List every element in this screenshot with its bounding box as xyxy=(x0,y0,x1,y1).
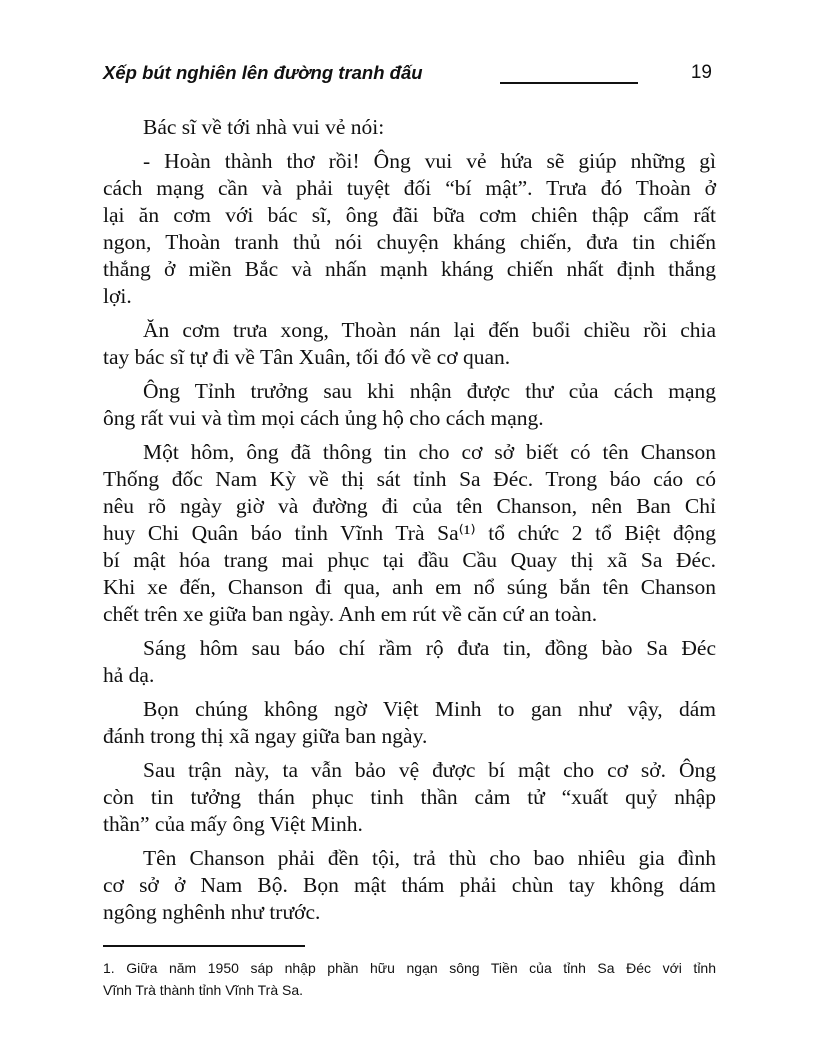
text-line: cách mạng cần và phải tuyệt đối “bí mật”. Trưa đó Thoàn ở xyxy=(103,176,716,200)
text-line: thần” của mấy ông Việt Minh. xyxy=(103,812,363,836)
text-line: lợi. xyxy=(103,284,132,308)
text-line: chết trên xe giữa ban ngày. Anh em rút về căn cứ an toàn. xyxy=(103,602,598,626)
running-header xyxy=(103,62,716,88)
text-line: Sáng hôm sau báo chí rầm rộ đưa tin, đồng bào Sa Đéc xyxy=(143,636,716,660)
body-text xyxy=(103,114,716,933)
text-line: tay bác sĩ tự đi về Tân Xuân, tối đó về cơ quan. xyxy=(103,345,511,369)
footnote-line: 1. Giữa năm 1950 sáp nhập phần hữu ngạn sông Tiền của tỉnh Sa Đéc với tỉnh xyxy=(103,960,716,976)
text-line: đánh trong thị xã ngay giữa ban ngày. xyxy=(103,724,428,748)
text-line: Bác sĩ về tới nhà vui vẻ nói: xyxy=(143,115,385,139)
text-line: hả dạ. xyxy=(103,663,155,687)
paragraph xyxy=(103,635,716,689)
text-line: Ăn cơm trưa xong, Thoàn nán lại đến buổi chiều rồi chia xyxy=(143,318,716,342)
paragraph xyxy=(103,757,716,838)
header-rule xyxy=(500,82,638,84)
text-line: Khi xe đến, Chanson đi qua, anh em nổ súng bắn tên Chanson xyxy=(103,575,716,599)
footnote-line: Vĩnh Trà thành tỉnh Vĩnh Trà Sa. xyxy=(103,982,304,998)
text-line: ngông nghênh như trước. xyxy=(103,900,321,924)
text-line: huy Chi Quân báo tỉnh Vĩnh Trà Sa⁽¹⁾ tổ chức 2 tổ Biệt động xyxy=(103,521,716,545)
text-line: bí mật hóa trang mai phục tại đầu Cầu Quay thị xã Sa Đéc. xyxy=(103,548,716,572)
header-title: Xếp bút nghiên lên đường tranh đấu xyxy=(103,62,423,83)
text-line: ông rất vui và tìm mọi cách ủng hộ cho cách mạng. xyxy=(103,406,544,430)
text-line: ngon, Thoàn tranh thủ nói chuyện kháng chiến, đưa tin chiến xyxy=(103,230,716,254)
text-line: thắng ở miền Bắc và nhấn mạnh kháng chiến nhất định thắng xyxy=(103,257,716,281)
text-line: Sau trận này, ta vẫn bảo vệ được bí mật cho cơ sở. Ông xyxy=(143,758,716,782)
paragraph xyxy=(103,148,716,310)
text-line: Một hôm, ông đã thông tin cho cơ sở biết có tên Chanson xyxy=(143,440,716,464)
text-line: cơ sở ở Nam Bộ. Bọn mật thám phải chùn tay không dám xyxy=(103,873,716,897)
text-line: Thống đốc Nam Kỳ về thị sát tỉnh Sa Đéc. Trong báo cáo có xyxy=(103,467,716,491)
paragraph xyxy=(103,845,716,926)
paragraph xyxy=(103,317,716,371)
page-number: 19 xyxy=(690,62,712,83)
text-line: Tên Chanson phải đền tội, trả thù cho bao nhiêu gia đình xyxy=(143,846,716,870)
footnote-divider xyxy=(103,945,305,947)
text-line: lại ăn cơm với bác sĩ, ông đãi bữa cơm chiên thập cẩm rất xyxy=(103,203,716,227)
footnote xyxy=(103,957,716,1001)
text-line: còn tin tưởng thán phục tinh thần cảm tử “xuất quỷ nhập xyxy=(103,785,716,809)
text-line: Bọn chúng không ngờ Việt Minh to gan như vậy, dám xyxy=(143,697,716,721)
paragraph xyxy=(103,378,716,432)
text-line: Ông Tỉnh trưởng sau khi nhận được thư của cách mạng xyxy=(143,379,716,403)
paragraph xyxy=(103,439,716,628)
text-line: nêu rõ ngày giờ và đường đi của tên Chanson, nên Ban Chỉ xyxy=(103,494,716,518)
paragraph xyxy=(103,696,716,750)
text-line: - Hoàn thành thơ rồi! Ông vui vẻ hứa sẽ giúp những gì xyxy=(143,149,716,173)
paragraph xyxy=(103,114,716,141)
